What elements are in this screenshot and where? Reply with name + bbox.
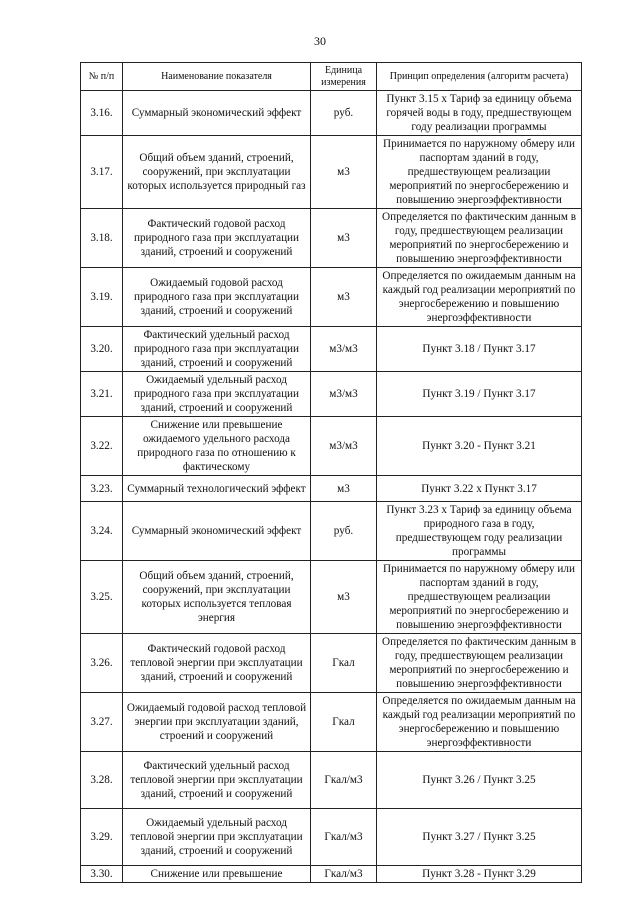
definition-rule: Пункт 3.23 х Тариф за единицу объема природного газа в году, предшествующем году реализации программы [377, 502, 582, 561]
definition-rule: Пункт 3.18 / Пункт 3.17 [377, 327, 582, 372]
definition-rule: Пункт 3.20 - Пункт 3.21 [377, 417, 582, 476]
unit-of-measure: м3/м3 [311, 372, 377, 417]
row-number: 3.26. [81, 634, 123, 693]
definition-rule: Принимается по наружному обмеру или паспортам зданий в году, предшествующем реализации мероприятий по энергосбережению и повышению энергоэффективности [377, 561, 582, 634]
unit-of-measure: м3/м3 [311, 417, 377, 476]
indicator-name: Суммарный экономический эффект [123, 91, 311, 136]
row-number: 3.24. [81, 502, 123, 561]
unit-of-measure: м3 [311, 561, 377, 634]
definition-rule: Пункт 3.22 х Пункт 3.17 [377, 476, 582, 502]
definition-rule: Определяется по ожидаемым данным на каждый год реализации мероприятий по энергосбережению и повышению энергоэффективности [377, 693, 582, 752]
row-number: 3.20. [81, 327, 123, 372]
definition-rule: Определяется по ожидаемым данным на каждый год реализации мероприятий по энергосбережению и повышению энергоэффективности [377, 268, 582, 327]
indicator-name: Снижение или превышение [123, 866, 311, 883]
indicator-name: Ожидаемый годовой расход тепловой энергии при эксплуатации зданий, строений и сооружений [123, 693, 311, 752]
header-indicator-name: Наименование показателя [123, 63, 311, 91]
indicator-name: Общий объем зданий, строений, сооружений, при эксплуатации которых используется тепловая энергия [123, 561, 311, 634]
row-number: 3.30. [81, 866, 123, 883]
table-row [81, 809, 582, 866]
header-number: № п/п [81, 63, 123, 91]
indicator-name: Фактический удельный расход природного газа при эксплуатации зданий, строений и сооружений [123, 327, 311, 372]
table-row [81, 417, 582, 476]
indicator-name: Ожидаемый годовой расход природного газа при эксплуатации зданий, строений и сооружений [123, 268, 311, 327]
unit-of-measure: Гкал [311, 693, 377, 752]
row-number: 3.19. [81, 268, 123, 327]
indicator-name: Снижение или превышение ожидаемого удельного расхода природного газа по отношению к фактическому [123, 417, 311, 476]
indicator-name: Общий объем зданий, строений, сооружений, при эксплуатации которых используется природный газ [123, 136, 311, 209]
table-row [81, 866, 582, 883]
definition-rule: Пункт 3.28 - Пункт 3.29 [377, 866, 582, 883]
unit-of-measure: Гкал/м3 [311, 809, 377, 866]
definition-rule: Пункт 3.27 / Пункт 3.25 [377, 809, 582, 866]
unit-of-measure: м3 [311, 136, 377, 209]
unit-of-measure: м3 [311, 268, 377, 327]
indicator-name: Суммарный технологический эффект [123, 476, 311, 502]
table-row [81, 268, 582, 327]
table-row [81, 693, 582, 752]
header-unit: Единица измерения [311, 63, 377, 91]
table-row [81, 327, 582, 372]
row-number: 3.28. [81, 752, 123, 809]
table-row [81, 502, 582, 561]
header-definition-rule: Принцип определения (алгоритм расчета) [377, 63, 582, 91]
row-number: 3.16. [81, 91, 123, 136]
unit-of-measure: м3 [311, 476, 377, 502]
table-row [81, 91, 582, 136]
row-number: 3.29. [81, 809, 123, 866]
unit-of-measure: м3 [311, 209, 377, 268]
definition-rule: Пункт 3.26 / Пункт 3.25 [377, 752, 582, 809]
definition-rule: Определяется по фактическим данным в году, предшествующем реализации мероприятий по энергосбережению и повышению энергоэффективности [377, 634, 582, 693]
table-row [81, 752, 582, 809]
table-header-row [81, 63, 582, 91]
definition-rule: Определяется по фактическим данным в году, предшествующем реализации мероприятий по энергосбережению и повышению энергоэффективности [377, 209, 582, 268]
page-number: 30 [314, 34, 326, 48]
row-number: 3.25. [81, 561, 123, 634]
row-number: 3.21. [81, 372, 123, 417]
indicator-name: Ожидаемый удельный расход тепловой энергии при эксплуатации зданий, строений и сооружений [123, 809, 311, 866]
unit-of-measure: руб. [311, 502, 377, 561]
row-number: 3.18. [81, 209, 123, 268]
table-row [81, 372, 582, 417]
indicator-name: Фактический годовой расход природного газа при эксплуатации зданий, строений и сооружений [123, 209, 311, 268]
indicator-name: Фактический годовой расход тепловой энергии при эксплуатации зданий, строений и сооружений [123, 634, 311, 693]
table-row [81, 634, 582, 693]
table-row [81, 561, 582, 634]
definition-rule: Пункт 3.19 / Пункт 3.17 [377, 372, 582, 417]
indicator-name: Суммарный экономический эффект [123, 502, 311, 561]
unit-of-measure: руб. [311, 91, 377, 136]
row-number: 3.22. [81, 417, 123, 476]
table-row [81, 136, 582, 209]
indicator-name: Фактический удельный расход тепловой энергии при эксплуатации зданий, строений и сооружений [123, 752, 311, 809]
unit-of-measure: Гкал/м3 [311, 866, 377, 883]
table-body [81, 91, 582, 883]
unit-of-measure: м3/м3 [311, 327, 377, 372]
unit-of-measure: Гкал/м3 [311, 752, 377, 809]
table-row [81, 209, 582, 268]
table-row [81, 476, 582, 502]
row-number: 3.17. [81, 136, 123, 209]
row-number: 3.27. [81, 693, 123, 752]
unit-of-measure: Гкал [311, 634, 377, 693]
indicators-table [80, 62, 582, 883]
definition-rule: Принимается по наружному обмеру или паспортам зданий в году, предшествующем реализации мероприятий по энергосбережению и повышению энергоэффективности [377, 136, 582, 209]
row-number: 3.23. [81, 476, 123, 502]
definition-rule: Пункт 3.15 х Тариф за единицу объема горячей воды в году, предшествующем году реализации программы [377, 91, 582, 136]
indicator-name: Ожидаемый удельный расход природного газа при эксплуатации зданий, строений и сооружений [123, 372, 311, 417]
